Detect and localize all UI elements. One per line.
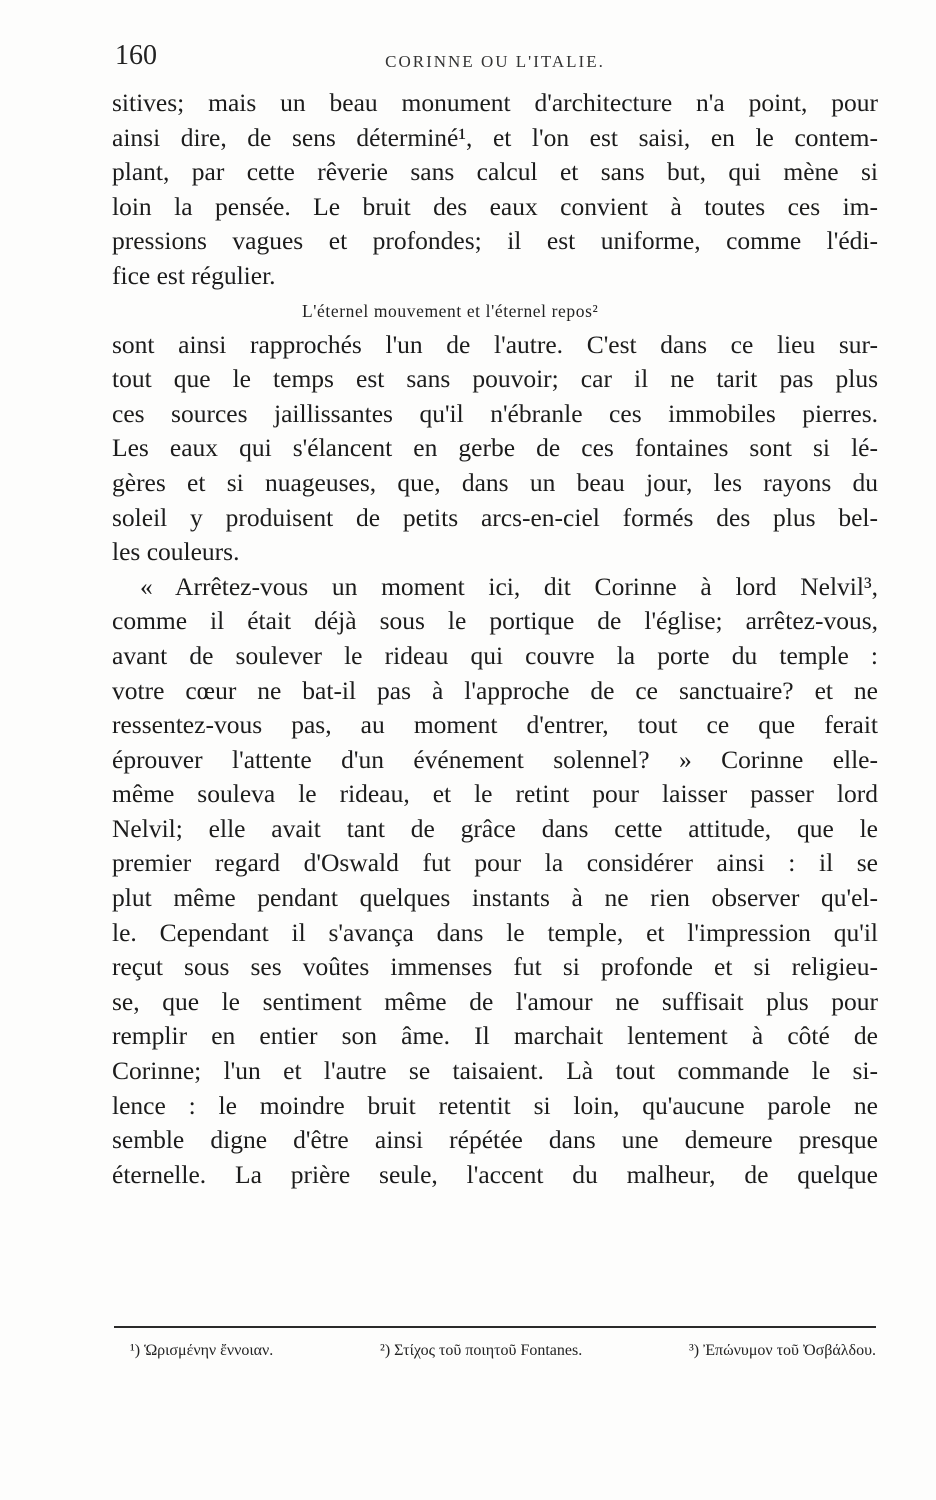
text-line: « Arrêtez-vous un moment ici, dit Corinne à lord Nelvil³, [140,571,878,601]
verse-quote: L'éternel mouvement et l'éternel repos² [302,300,599,321]
text-line: soleil y produisent de petits arcs-en-ciel formés des plus bel- [112,502,878,532]
paragraph-dialogue [112,570,878,1193]
text-line: se, que le sentiment même de l'amour ne suffisait plus pour [112,986,878,1016]
text-line: pressions vagues et profondes; il est uniforme, comme l'édi- [112,226,878,256]
body-text [112,86,878,1192]
text-line: ainsi dire, de sens déterminé¹, et l'on est saisi, en le contem- [112,122,878,152]
text-line: sont ainsi rapprochés l'un de l'autre. C'est dans ce lieu sur- [112,329,878,359]
footnote-2: ²) Στίχος τοῦ ποιητοῦ Fontanes. [380,1342,583,1359]
running-title: CORINNE OU L'ITALIE. [385,52,605,71]
text-line: gères et si nuageuses, que, dans un beau jour, les rayons du [112,467,878,497]
text-line: tout que le temps est sans pouvoir; car il ne tarit pas plus [112,364,878,394]
text-line: sitives; mais un beau monument d'architecture n'a point, pour [112,88,878,117]
text-line: Corinne; l'un et l'autre se taisaient. Là tout commande le si- [112,1056,878,1086]
footnote-3: ³) Ἐπώνυμον τοῦ Ὀσβάλδου. [688,1342,876,1359]
page-number: 160 [115,40,157,71]
text-line: plut même pendant quelques instants à ne rien observer qu'el- [112,883,878,913]
text-line: comme il était déjà sous le portique de l'église; arrêtez-vous, [112,606,878,636]
text-line: semble digne d'être ainsi répétée dans une demeure presque [112,1125,878,1155]
page-header [115,40,875,76]
text-line: avant de soulever le rideau qui couvre la porte du temple : [112,640,878,670]
text-line: éprouver l'attente d'un événement solennel? » Corinne elle- [112,744,878,774]
text-line: lence : le moindre bruit retentit si loin, qu'aucune parole ne [112,1090,878,1120]
text-line: les couleurs. [112,537,240,567]
text-line: ces sources jaillissantes qu'il n'ébranle ces immobiles pierres. [112,398,878,428]
footnote-1: ¹) Ὡρισμένην ἔννοιαν. [130,1342,274,1359]
text-line: Les eaux qui s'élancent en gerbe de ces fontaines sont si lé- [112,433,878,463]
text-line: reçut sous ses voûtes immenses fut si profonde et si religieu- [112,952,878,982]
paragraph-before-quote [112,86,878,294]
text-line: fice est régulier. [112,260,276,290]
text-line: Nelvil; elle avait tant de grâce dans cette attitude, que le [112,813,878,843]
footnote-separator [114,1326,876,1328]
text-line: le. Cependant il s'avança dans le temple, et l'impression qu'il [112,917,878,947]
paragraph-after-quote [112,328,878,570]
text-line: votre cœur ne bat-il pas à l'approche de ce sanctuaire? et ne [112,675,878,705]
text-line: premier regard d'Oswald fut pour la considérer ainsi : il se [112,848,878,878]
text-line: même souleva le rideau, et le retint pour laisser passer lord [112,779,878,809]
text-line: remplir en entier son âme. Il marchait lentement à côté de [112,1021,878,1051]
text-line: éternelle. La prière seule, l'accent du malheur, de quelque [112,1159,878,1189]
text-line: loin la pensée. Le bruit des eaux convient à toutes ces im- [112,191,878,221]
text-line: ressentez-vous pas, au moment d'entrer, tout ce que ferait [112,710,878,740]
text-line: plant, par cette rêverie sans calcul et sans but, qui mène si [112,157,878,187]
footnotes [130,1342,876,1360]
